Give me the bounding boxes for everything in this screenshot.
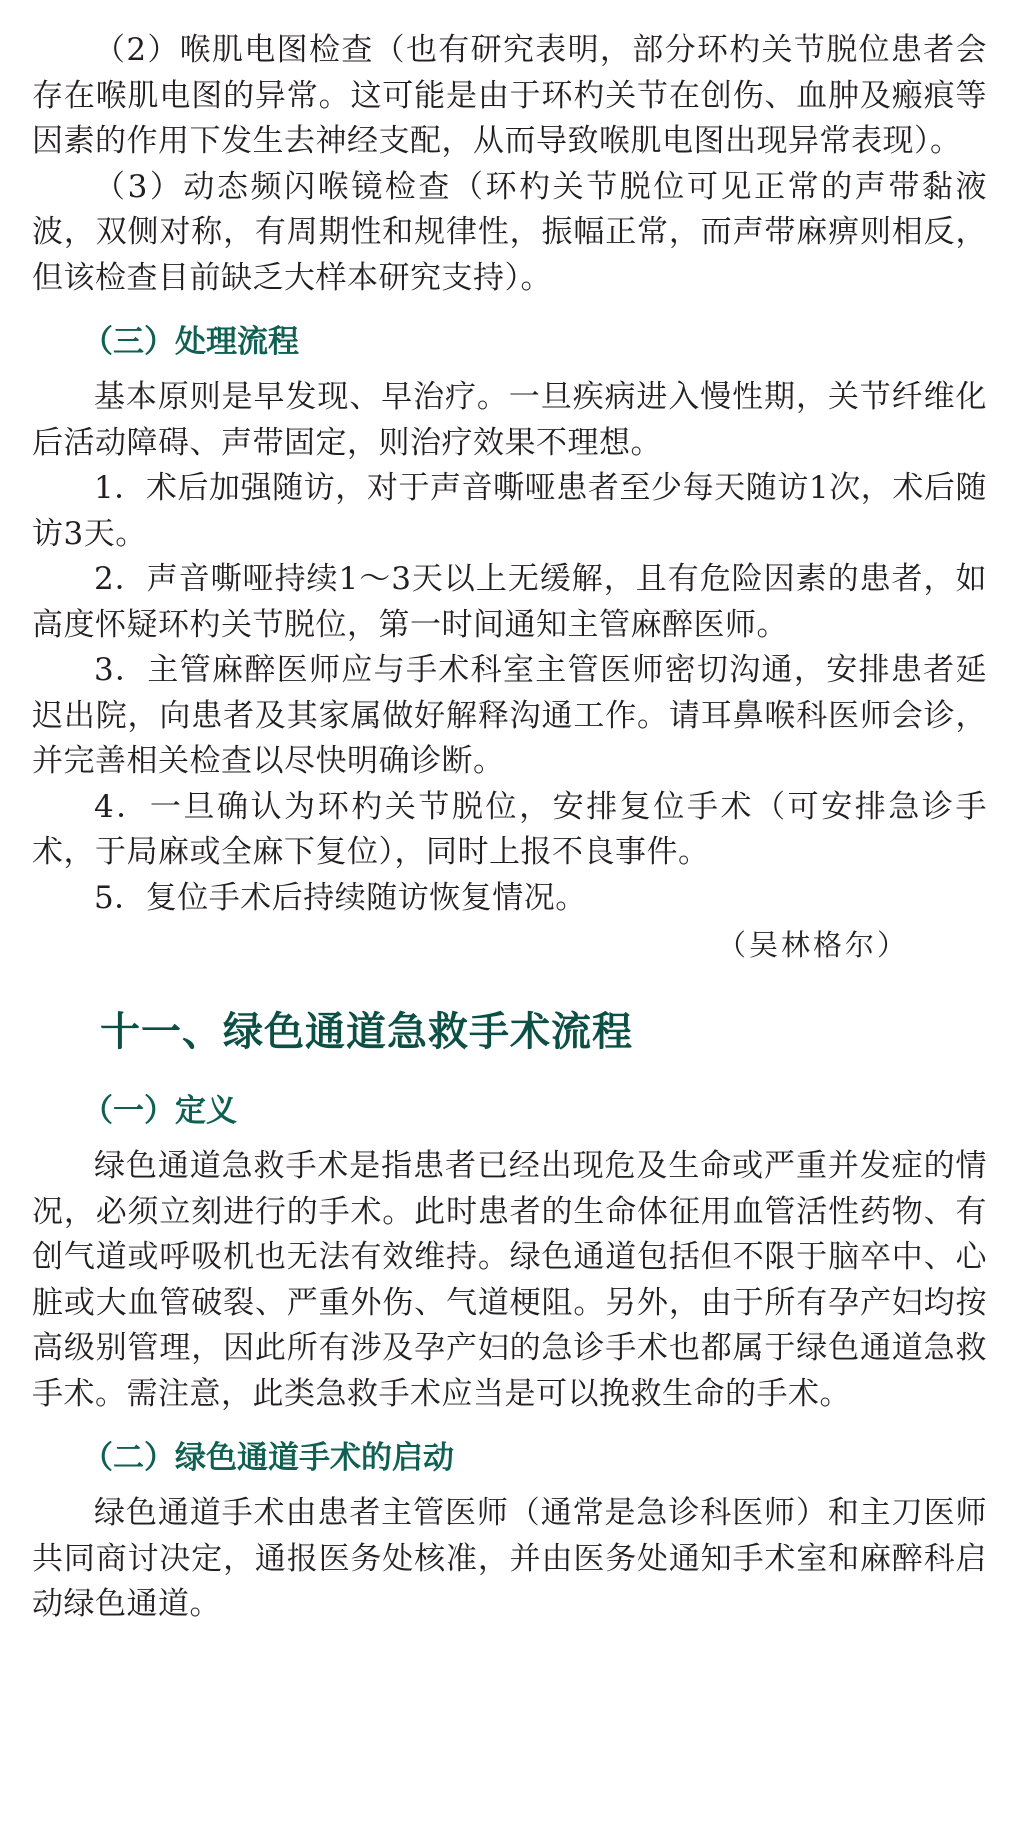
- section-heading-treatment: （三）处理流程: [82, 324, 299, 360]
- paragraph-emg: （2）喉肌电图检查（也有研究表明，部分环杓关节脱位患者会存在喉肌电图的异常。这可能是由于环杓关节在创伤、血肿及瘢痕等因素的作用下发生去神经支配，从而导致喉肌电图出现异常表现）。: [32, 32, 987, 159]
- author-signature: （吴林格尔）: [716, 928, 909, 962]
- chapter-title: 十一、绿色通道急救手术流程: [100, 1008, 633, 1055]
- list-item-recovery: 5．复位手术后持续随访恢复情况。: [94, 879, 587, 916]
- paragraph-definition: 绿色通道急救手术是指患者已经出现危及生命或严重并发症的情况，必须立刻进行的手术。此时患者的生命体征用血管活性药物、有创气道或呼吸机也无法有效维持。绿色通道包括但不限于脑卒中、心脏或大血管破裂、严重外伤、气道梗阻。另外，由于所有孕产妇均按高级别管理，因此所有涉及孕产妇的急诊手术也都属于绿色通道急救手术。需注意，此类急救手术应当是可以挽救生命的手术。: [32, 1148, 987, 1412]
- list-item-followup: 1．术后加强随访，对于声音嘶哑患者至少每天随访1次，术后随访3天。: [32, 470, 987, 552]
- paragraph-treatment-principle: 基本原则是早发现、早治疗。一旦疾病进入慢性期，关节纤维化后活动障碍、声带固定，则治疗效果不理想。: [32, 379, 987, 461]
- list-item-notify: 2．声音嘶哑持续1～3天以上无缓解，且有危险因素的患者，如高度怀疑环杓关节脱位，第一时间通知主管麻醉医师。: [32, 561, 987, 643]
- list-item-communicate: 3．主管麻醉医师应与手术科室主管医师密切沟通，安排患者延迟出院，向患者及其家属做好解释沟通工作。请耳鼻喉科医师会诊，并完善相关检查以尽快明确诊断。: [32, 652, 987, 779]
- document-page: [32, 28, 987, 1628]
- paragraph-start: 绿色通道手术由患者主管医师（通常是急诊科医师）和主刀医师共同商讨决定，通报医务处核准，并由医务处通知手术室和麻醉科启动绿色通道。: [32, 1495, 987, 1622]
- list-item-reduction: 4．一旦确认为环杓关节脱位，安排复位手术（可安排急诊手术，于局麻或全麻下复位），同时上报不良事件。: [32, 788, 987, 870]
- paragraph-stroboscopy: （3）动态频闪喉镜检查（环杓关节脱位可见正常的声带黏液波，双侧对称，有周期性和规律性，振幅正常，而声带麻痹则相反，但该检查目前缺乏大样本研究支持）。: [32, 168, 987, 296]
- section-heading-start: （二）绿色通道手术的启动: [82, 1440, 454, 1476]
- section-heading-definition: （一）定义: [82, 1093, 237, 1129]
